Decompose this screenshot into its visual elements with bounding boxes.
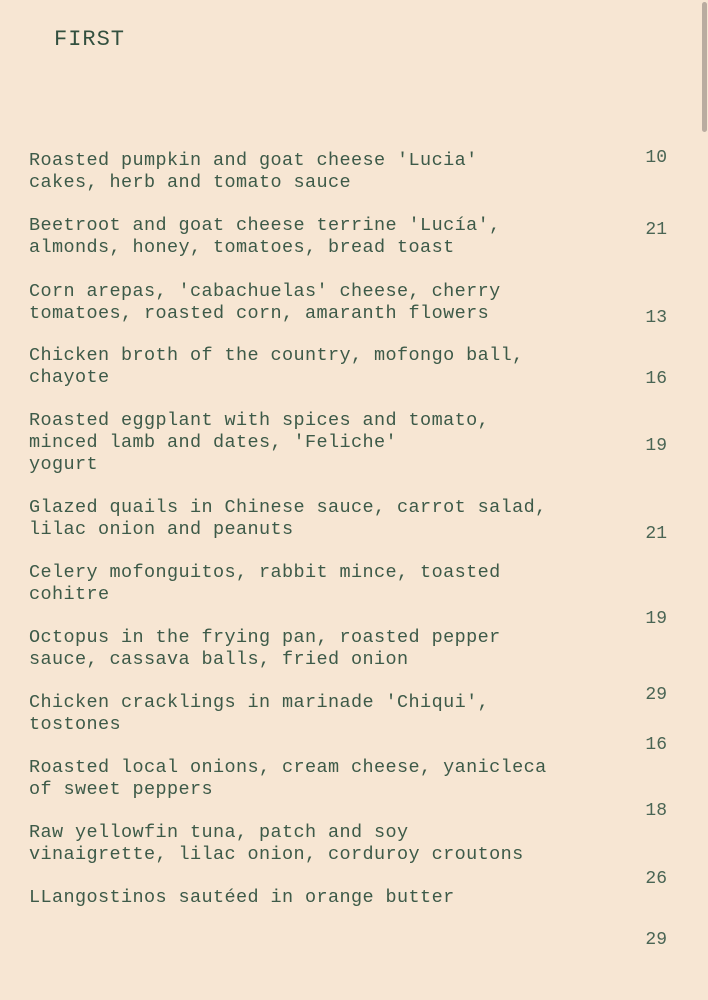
dish-item xyxy=(29,757,609,801)
dish-line: Roasted local onions, cream cheese, yanicleca xyxy=(29,757,547,778)
dish-line: vinaigrette, lilac onion, corduroy croutons xyxy=(29,844,524,865)
price: 21 xyxy=(645,524,667,544)
dish-line: minced lamb and dates, 'Feliche' xyxy=(29,432,398,453)
dish-line: Roasted eggplant with spices and tomato, xyxy=(29,410,490,431)
dish-line: Beetroot and goat cheese terrine 'Lucía', xyxy=(29,215,501,236)
price: 19 xyxy=(645,436,667,456)
dish-line: yogurt xyxy=(29,454,99,475)
dish-item xyxy=(29,822,609,866)
dish-item xyxy=(29,627,609,671)
price: 29 xyxy=(645,930,667,950)
dish-line: LLangostinos sautéed in orange butter xyxy=(29,887,455,908)
dish-line: lilac onion and peanuts xyxy=(29,519,294,540)
price: 19 xyxy=(645,609,667,629)
dish-line: cohitre xyxy=(29,584,110,605)
section-title: FIRST xyxy=(54,27,126,52)
dish-line: almonds, honey, tomatoes, bread toast xyxy=(29,237,455,258)
price: 16 xyxy=(645,735,667,755)
price: 21 xyxy=(645,220,667,240)
dish-line: sauce, cassava balls, fried onion xyxy=(29,649,409,670)
dish-item xyxy=(29,410,609,476)
dish-item xyxy=(29,887,609,909)
dish-line: of sweet peppers xyxy=(29,779,214,800)
dish-item xyxy=(29,150,609,194)
dish-item xyxy=(29,497,609,541)
scrollbar-thumb[interactable] xyxy=(702,2,707,132)
dish-line: Chicken broth of the country, mofongo ball, xyxy=(29,345,524,366)
dish-item xyxy=(29,692,609,736)
scrollbar[interactable] xyxy=(700,0,708,1000)
dish-line: Celery mofonguitos, rabbit mince, toasted xyxy=(29,562,501,583)
price: 10 xyxy=(645,148,667,168)
price: 26 xyxy=(645,869,667,889)
dish-line: tostones xyxy=(29,714,122,735)
dish-item xyxy=(29,281,609,325)
dish-line: Corn arepas, 'cabachuelas' cheese, cherry xyxy=(29,281,501,302)
dish-line: Chicken cracklings in marinade 'Chiqui', xyxy=(29,692,490,713)
price: 18 xyxy=(645,801,667,821)
dish-item xyxy=(29,345,609,389)
dish-line: Raw yellowfin tuna, patch and soy xyxy=(29,822,409,843)
price: 29 xyxy=(645,685,667,705)
price: 16 xyxy=(645,369,667,389)
dish-line: cakes, herb and tomato sauce xyxy=(29,172,352,193)
dish-line: chayote xyxy=(29,367,110,388)
dish-line: Roasted pumpkin and goat cheese 'Lucia' xyxy=(29,150,478,171)
dish-item xyxy=(29,562,609,606)
price: 13 xyxy=(645,308,667,328)
dish-line: Octopus in the frying pan, roasted pepper xyxy=(29,627,501,648)
dish-line: Glazed quails in Chinese sauce, carrot salad, xyxy=(29,497,547,518)
dish-item xyxy=(29,215,609,259)
dish-line: tomatoes, roasted corn, amaranth flowers xyxy=(29,303,490,324)
